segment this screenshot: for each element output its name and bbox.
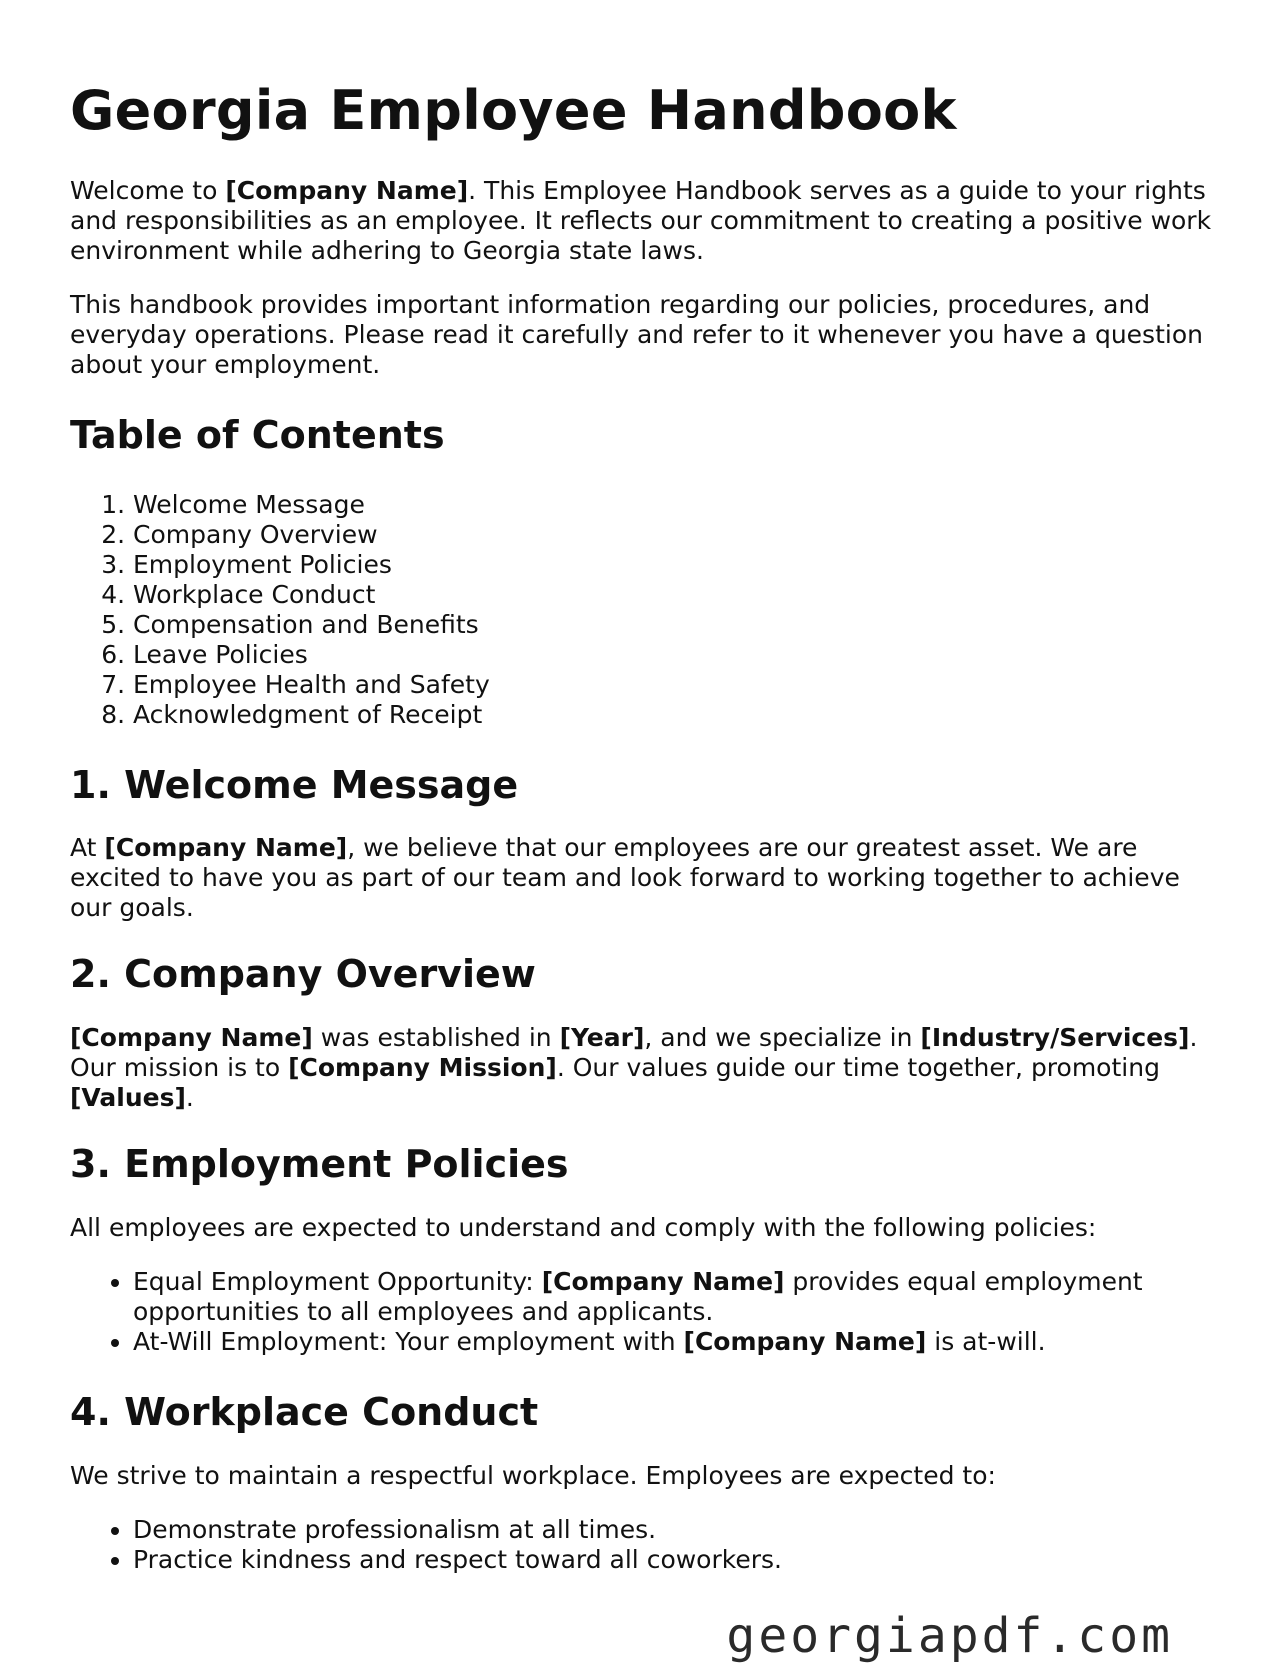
values-placeholder: [Values] (70, 1083, 186, 1113)
intro-text: . This Employee Handbook serves as a guide to your rights and responsibilities as an employee. It reflects our commitment to creating a positive work environment while adhering to Georgia state laws. (70, 176, 1212, 266)
company-name-placeholder: [Company Name] (70, 1023, 313, 1053)
toc-item: 3. Employment Policies (133, 550, 1220, 580)
list-item: • Practice kindness and respect toward all coworkers. (133, 1545, 1220, 1575)
intro-paragraph-2: This handbook provides important information regarding our policies, procedures, and everyday operations. Please read it carefully and refer to it whenever you have a question about your employment. (70, 290, 1203, 380)
company-name-placeholder: [Company Name] (225, 176, 469, 206)
section-heading-overview: 2. Company Overview (70, 952, 536, 997)
list-item (133, 1327, 1220, 1357)
section-heading-conduct: 4. Workplace Conduct (70, 1389, 539, 1434)
policies-list (70, 1267, 1220, 1357)
overview-text: . Our mission is to (70, 1023, 1198, 1083)
document-page (70, 80, 1220, 1599)
policies-intro: All employees are expected to understand and comply with the following policies: (70, 1212, 1097, 1242)
list-item (133, 1267, 1220, 1327)
intro-paragraph-1 (70, 176, 1220, 266)
policy-text: provides equal employment opportunities to all employees and applicants. (133, 1266, 1143, 1326)
welcome-paragraph (70, 833, 1220, 923)
policy-text: At-Will Employment: Your employment with (133, 1326, 684, 1356)
toc-item: 6. Leave Policies (133, 640, 1220, 670)
overview-text: was established in (312, 1023, 560, 1053)
company-name-placeholder: [Company Name] (541, 1266, 785, 1296)
overview-text: , and we specialize in (644, 1023, 921, 1053)
page-title: Georgia Employee Handbook (70, 79, 957, 142)
list-item: • Demonstrate professionalism at all times. (133, 1515, 1220, 1545)
industry-placeholder: [Industry/Services] (920, 1023, 1190, 1053)
section-heading-policies: 3. Employment Policies (70, 1142, 569, 1187)
welcome-text: At (70, 833, 105, 863)
watermark: georgiapdf.com (722, 1608, 1177, 1664)
policy-text: Equal Employment Opportunity: (133, 1266, 542, 1296)
toc-item: 5. Compensation and Benefits (133, 610, 1220, 640)
policy-text: is at-will. (926, 1326, 1046, 1356)
toc-list (70, 490, 1220, 730)
overview-text: . (185, 1083, 194, 1113)
section-heading-welcome: 1. Welcome Message (70, 762, 519, 807)
conduct-intro: We strive to maintain a respectful workplace. Employees are expected to: (70, 1460, 996, 1490)
toc-item: 7. Employee Health and Safety (133, 670, 1220, 700)
mission-placeholder: [Company Mission] (288, 1053, 557, 1083)
toc-heading: Table of Contents (70, 413, 445, 458)
company-name-placeholder: [Company Name] (104, 833, 348, 863)
conduct-list (70, 1515, 1220, 1575)
toc-item: 4. Workplace Conduct (133, 580, 1220, 610)
intro-text: Welcome to (70, 176, 226, 206)
toc-item: 8. Acknowledgment of Receipt (133, 700, 1220, 730)
year-placeholder: [Year] (559, 1023, 645, 1053)
toc-item: 1. Welcome Message (133, 490, 1220, 520)
overview-paragraph (70, 1023, 1220, 1113)
toc-item: 2. Company Overview (133, 520, 1220, 550)
company-name-placeholder: [Company Name] (683, 1326, 927, 1356)
overview-text: . Our values guide our time together, promoting (556, 1053, 1160, 1083)
welcome-text: , we believe that our employees are our greatest asset. We are excited to have you as part of our team and look forward to working together to achieve our goals. (70, 833, 1180, 923)
